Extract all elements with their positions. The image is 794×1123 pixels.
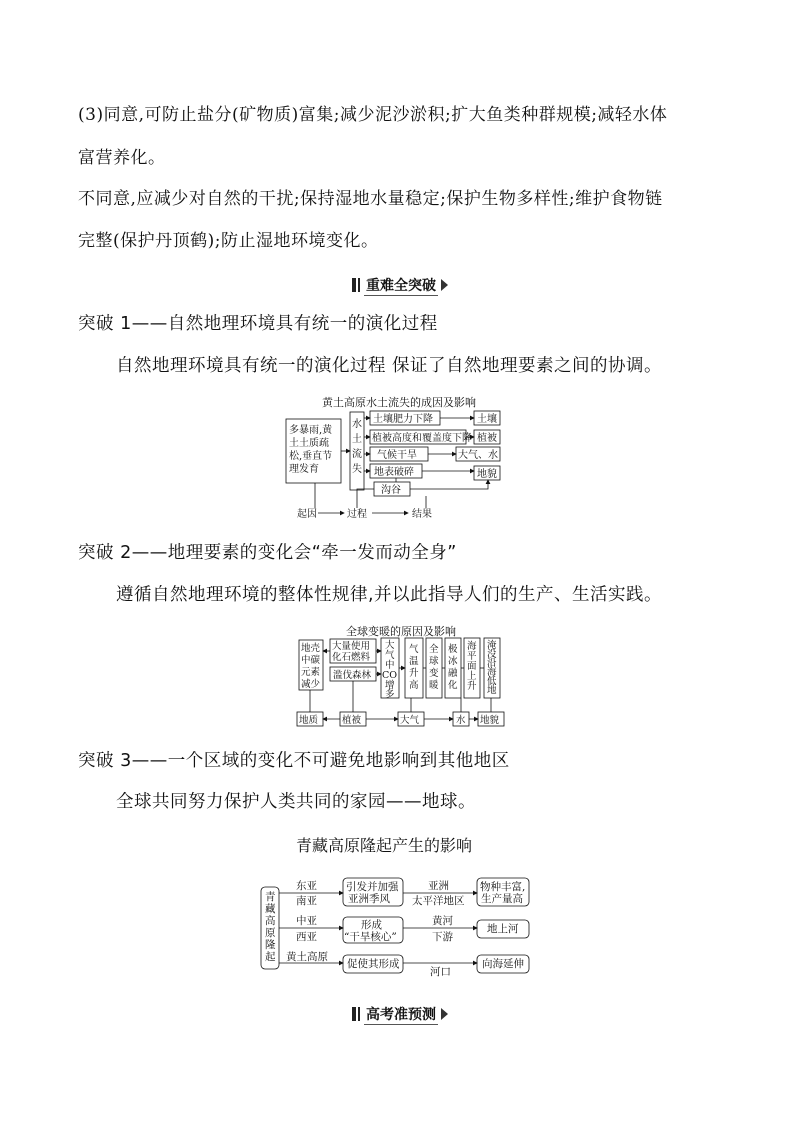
process-char: 流 (352, 449, 362, 460)
cause-line: 理发育 (289, 464, 319, 475)
cause-line: 松,垂直节 (289, 451, 333, 462)
r2-end-label: 地上河 (487, 923, 519, 935)
bottom-geology (297, 712, 323, 726)
result-label: 土壤 (477, 414, 497, 425)
flood-char: 地 (487, 685, 497, 696)
warm-char: 球 (429, 656, 439, 667)
ice-char: 化 (448, 680, 458, 691)
r2-mid: 下游 (432, 931, 453, 943)
result-label: 大气、水 (458, 450, 498, 461)
r1-region: 南亚 (296, 895, 317, 907)
effect-label: 沟谷 (381, 485, 401, 496)
temp-char: 升 (409, 668, 419, 679)
bottom-label: 水 (456, 715, 466, 726)
r2-box (343, 917, 403, 943)
temp-char: 高 (409, 680, 419, 691)
diagram-1-title: 黄土高原水土流失的成因及影响 (322, 396, 476, 409)
crust-char: 元素 (301, 667, 321, 678)
r1-end-label: 物种丰富, (480, 881, 526, 893)
section-banner (352, 1004, 448, 1024)
crust-box (299, 640, 323, 690)
flood-char: 没 (487, 649, 497, 660)
process-box (350, 412, 364, 490)
flood-char: 海 (487, 667, 497, 678)
process-char: 失 (352, 464, 362, 475)
root-char: 原 (265, 927, 276, 939)
effect-box-5 (374, 482, 410, 496)
result-box-4 (474, 466, 500, 480)
root-char: 隆 (265, 939, 276, 951)
answer-line-3: 不同意,应减少对自然的干扰;保持湿地水量稳定;保护生物多样性;维护食物链 (78, 189, 663, 209)
ice-char: 融 (448, 668, 458, 679)
cause-box (286, 419, 341, 483)
crust-char: 减少 (301, 679, 321, 690)
flood-char: 低 (487, 676, 497, 687)
section-label: 高考准预测 (364, 1004, 438, 1025)
sea-char: 升 (467, 681, 477, 692)
sea-char: 海 (467, 641, 477, 652)
breakthrough-1-title: 突破 1——自然地理环境具有统一的演化过程 (78, 314, 438, 334)
result-box-1 (474, 411, 500, 425)
ice-char: 极 (448, 644, 458, 655)
forest-label: 滥伐森林 (333, 670, 372, 681)
fossil-box (330, 639, 376, 663)
result-label: 地貌 (477, 469, 497, 480)
r1-box (343, 878, 403, 906)
root-char: 青 (265, 891, 276, 903)
r2-mid: 黄河 (432, 915, 453, 927)
warm-box (426, 638, 442, 698)
r3-end-box (477, 955, 529, 973)
flood-box (484, 638, 500, 698)
legend-label: 起因 (297, 509, 317, 520)
effect-label: 地表破碎 (374, 467, 414, 478)
r1-mid: 亚洲 (428, 880, 449, 892)
bottom-label: 地质 (299, 715, 319, 726)
co2-char: 增 (385, 680, 395, 691)
warm-char: 暖 (429, 680, 439, 691)
effect-label: 气候干旱 (377, 450, 417, 461)
bottom-label: 植被 (342, 715, 362, 726)
r3-box-label: 促使其形成 (347, 958, 400, 970)
process-char: 土 (352, 434, 362, 445)
breakthrough-1-text: 自然地理环境具有统一的演化过程 保证了自然地理要素之间的协调。 (116, 356, 663, 376)
bottom-vegetation (340, 712, 366, 726)
answer-line-2: 富营养化。 (78, 148, 166, 168)
section-banner (352, 275, 448, 295)
ice-char: 冰 (448, 656, 458, 667)
answer-line-1: (3)同意,可防止盐分(矿物质)富集;减少泥沙淤积;扩大鱼类种群规模;减轻水体 (78, 105, 668, 125)
r2-box-label: “干旱核心” (344, 931, 397, 943)
legend-label: 结果 (412, 509, 432, 520)
effect-box-1 (370, 411, 440, 425)
breakthrough-2-title: 突破 2——地理要素的变化会“牵一发而动全身” (78, 543, 457, 563)
flood-char: 沿 (487, 658, 497, 669)
diagram-3-title: 青藏高原隆起产生的影响 (296, 836, 473, 855)
r3-box (343, 955, 403, 973)
r3-region: 黄土高原 (286, 951, 328, 963)
co2-box (381, 638, 399, 698)
root-char: 藏 (265, 903, 276, 915)
warm-char: 变 (429, 668, 439, 679)
result-box-3 (456, 447, 500, 461)
r1-box-label: 引发并加强 (346, 881, 399, 893)
bottom-water (453, 712, 469, 726)
co2-char: 多 (385, 689, 395, 700)
r2-end-box (477, 920, 529, 938)
r2-region: 中亚 (296, 915, 317, 927)
sea-char: 平 (467, 651, 477, 662)
ice-box (445, 638, 461, 698)
root-box (261, 887, 279, 969)
breakthrough-2-text: 遵循自然地理环境的整体性规律,并以此指导人们的生产、生活实践。 (116, 585, 663, 605)
r2-box-label: 形成 (361, 919, 382, 931)
r1-end-box (477, 878, 529, 906)
process-char: 水 (352, 419, 362, 430)
diagram-2-title: 全球变暖的原因及影响 (346, 625, 456, 638)
section-label: 重难全突破 (364, 275, 438, 296)
fossil-label: 大量使用 (332, 641, 371, 652)
r1-region: 东亚 (296, 880, 317, 892)
bottom-label: 大气 (400, 715, 420, 726)
crust-char: 中碳 (301, 655, 321, 666)
root-char: 高 (265, 915, 276, 927)
effect-label: 土壤肥力下降 (373, 414, 433, 425)
triangle-icon (441, 1008, 448, 1020)
co2-char: CO (382, 670, 398, 681)
bottom-atmosphere (398, 712, 424, 726)
temp-box (405, 638, 423, 698)
effect-box-4 (370, 464, 422, 478)
effect-label: 植被高度和覆盖度下降 (372, 433, 472, 444)
r3-end-label: 向海延伸 (482, 958, 524, 970)
legend-label: 过程 (347, 509, 367, 520)
effect-box-2 (370, 430, 466, 444)
sea-box (464, 638, 480, 698)
effect-box-3 (370, 447, 428, 461)
fossil-label: 化石燃料 (332, 652, 371, 663)
r1-mid: 太平洋地区 (412, 895, 465, 907)
cause-line: 多暴雨,黄 (289, 425, 333, 436)
sea-char: 面 (467, 661, 477, 672)
bottom-label: 地貌 (480, 715, 500, 726)
r1-end-label: 生产量高 (481, 893, 523, 905)
breakthrough-3-text: 全球共同努力保护人类共同的家园——地球。 (116, 792, 476, 812)
co2-char: 气 (385, 650, 395, 661)
r1-box-label: 亚洲季风 (348, 893, 390, 905)
temp-char: 温 (409, 656, 419, 667)
bottom-landform (478, 712, 504, 726)
flood-char: 淹 (487, 640, 497, 651)
breakthrough-3-title: 突破 3——一个区域的变化不可避免地影响到其他地区 (78, 751, 510, 771)
r2-region: 西亚 (296, 931, 317, 943)
result-label: 植被 (477, 433, 497, 444)
cause-line: 土土质疏 (289, 438, 329, 449)
r3-mid: 河口 (430, 966, 451, 978)
forest-box (330, 667, 376, 681)
root-char: 起 (265, 951, 276, 963)
co2-char: 大 (385, 640, 395, 651)
crust-char: 地壳 (301, 643, 321, 654)
sea-char: 上 (467, 671, 477, 682)
answer-line-4: 完整(保护丹顶鹤);防止湿地环境变化。 (78, 231, 379, 251)
result-box-2 (474, 430, 500, 444)
warm-char: 全 (429, 644, 439, 655)
temp-char: 气 (409, 644, 419, 655)
co2-char: 中 (385, 660, 395, 671)
triangle-icon (441, 279, 448, 291)
